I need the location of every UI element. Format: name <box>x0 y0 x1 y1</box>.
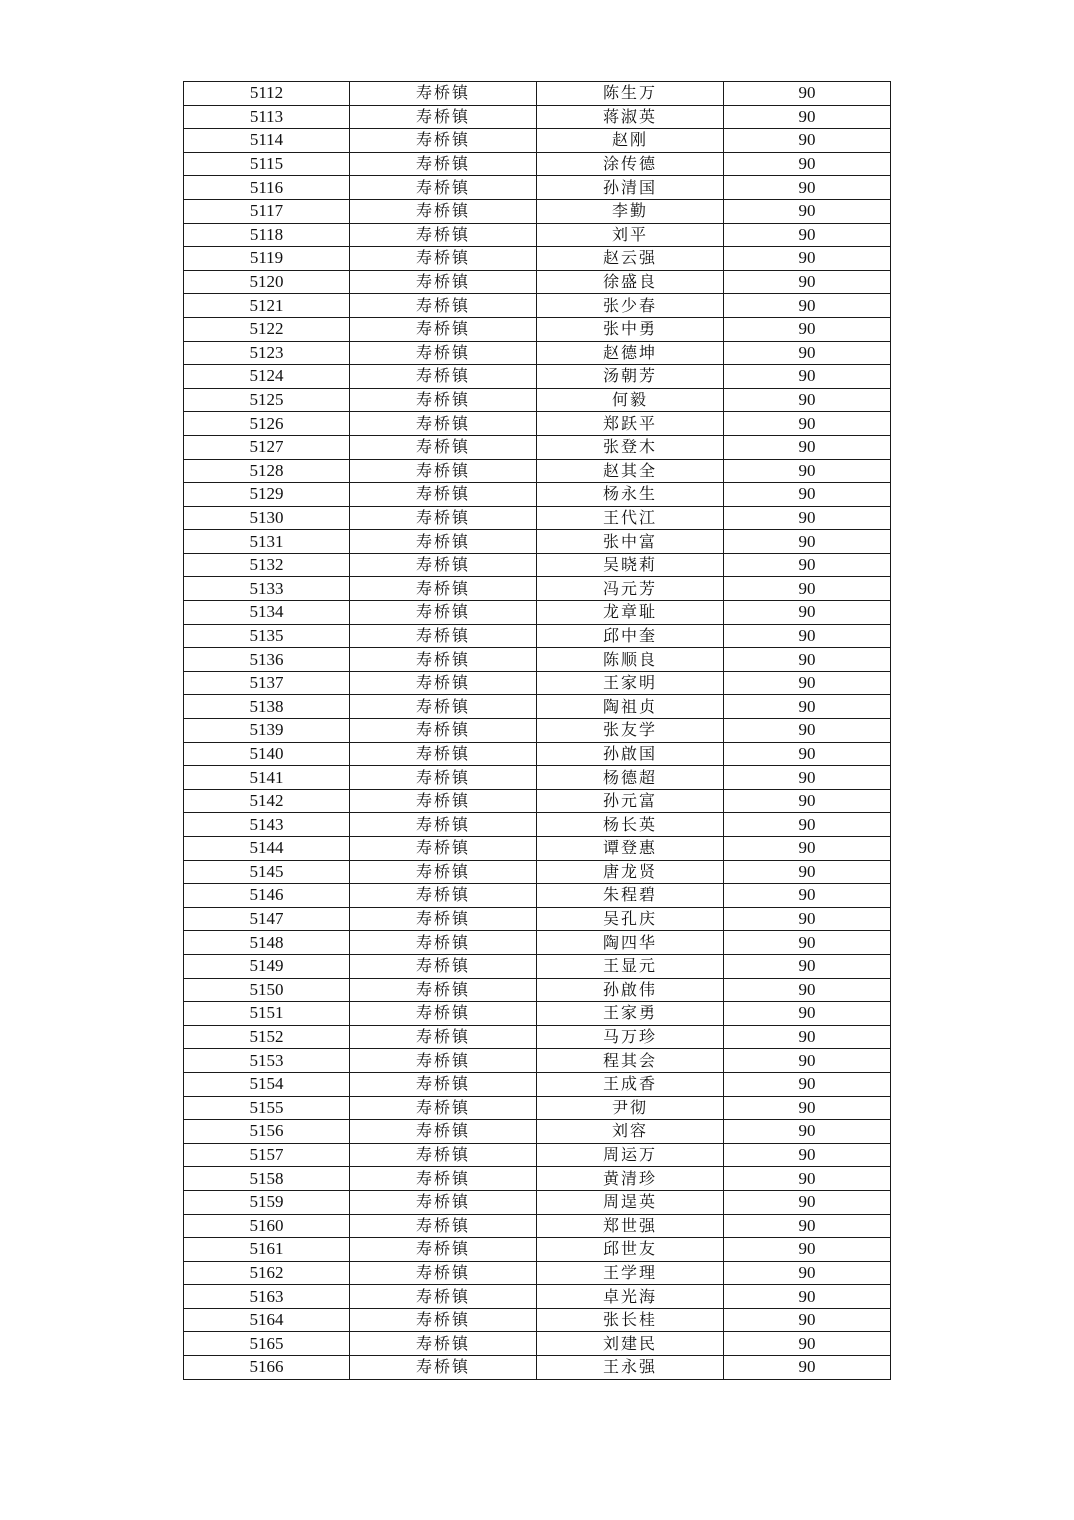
town-cell: 寿桥镇 <box>350 506 537 530</box>
person-name-cell: 郑世强 <box>537 1214 724 1238</box>
person-name-cell: 冯元芳 <box>537 577 724 601</box>
table-row <box>184 294 891 318</box>
town-cell: 寿桥镇 <box>350 1072 537 1096</box>
serial-number-cell: 5157 <box>184 1143 350 1167</box>
person-name-cell: 赵德坤 <box>537 341 724 365</box>
person-name-cell: 王成香 <box>537 1072 724 1096</box>
serial-number-cell: 5150 <box>184 978 350 1002</box>
town-cell: 寿桥镇 <box>350 82 537 106</box>
table-row <box>184 176 891 200</box>
person-name-cell: 李勤 <box>537 199 724 223</box>
table-row <box>184 341 891 365</box>
serial-number-cell: 5138 <box>184 695 350 719</box>
table-row <box>184 459 891 483</box>
town-cell: 寿桥镇 <box>350 176 537 200</box>
town-cell: 寿桥镇 <box>350 1332 537 1356</box>
person-name-cell: 徐盛良 <box>537 270 724 294</box>
score-cell: 90 <box>724 152 891 176</box>
town-cell: 寿桥镇 <box>350 247 537 271</box>
score-cell: 90 <box>724 223 891 247</box>
person-name-cell: 周逞英 <box>537 1190 724 1214</box>
score-cell: 90 <box>724 601 891 625</box>
score-cell: 90 <box>724 907 891 931</box>
score-cell: 90 <box>724 129 891 153</box>
town-cell: 寿桥镇 <box>350 577 537 601</box>
serial-number-cell: 5160 <box>184 1214 350 1238</box>
town-cell: 寿桥镇 <box>350 1190 537 1214</box>
serial-number-cell: 5145 <box>184 860 350 884</box>
score-cell: 90 <box>724 365 891 389</box>
table-row <box>184 860 891 884</box>
table-row <box>184 388 891 412</box>
score-cell: 90 <box>724 105 891 129</box>
person-name-cell: 何毅 <box>537 388 724 412</box>
score-cell: 90 <box>724 435 891 459</box>
town-cell: 寿桥镇 <box>350 1261 537 1285</box>
table-row <box>184 1238 891 1262</box>
person-name-cell: 陶祖贞 <box>537 695 724 719</box>
serial-number-cell: 5129 <box>184 483 350 507</box>
score-cell: 90 <box>724 1096 891 1120</box>
town-cell: 寿桥镇 <box>350 483 537 507</box>
person-name-cell: 汤朝芳 <box>537 365 724 389</box>
person-name-cell: 卓光海 <box>537 1285 724 1309</box>
person-name-cell: 周运万 <box>537 1143 724 1167</box>
person-name-cell: 张少春 <box>537 294 724 318</box>
person-name-cell: 王学理 <box>537 1261 724 1285</box>
table-row <box>184 530 891 554</box>
score-cell: 90 <box>724 1356 891 1380</box>
table-row <box>184 1190 891 1214</box>
serial-number-cell: 5124 <box>184 365 350 389</box>
score-cell: 90 <box>724 1285 891 1309</box>
serial-number-cell: 5152 <box>184 1025 350 1049</box>
serial-number-cell: 5140 <box>184 742 350 766</box>
town-cell: 寿桥镇 <box>350 860 537 884</box>
serial-number-cell: 5122 <box>184 317 350 341</box>
person-name-cell: 吴孔庆 <box>537 907 724 931</box>
table-row <box>184 412 891 436</box>
serial-number-cell: 5162 <box>184 1261 350 1285</box>
serial-number-cell: 5121 <box>184 294 350 318</box>
town-cell: 寿桥镇 <box>350 365 537 389</box>
person-name-cell: 孙清国 <box>537 176 724 200</box>
person-name-cell: 王代江 <box>537 506 724 530</box>
table-row <box>184 1002 891 1026</box>
score-cell: 90 <box>724 82 891 106</box>
score-cell: 90 <box>724 317 891 341</box>
person-name-cell: 刘建民 <box>537 1332 724 1356</box>
person-name-cell: 邱中奎 <box>537 624 724 648</box>
person-name-cell: 赵云强 <box>537 247 724 271</box>
person-name-cell: 邱世友 <box>537 1238 724 1262</box>
serial-number-cell: 5131 <box>184 530 350 554</box>
table-row <box>184 105 891 129</box>
serial-number-cell: 5134 <box>184 601 350 625</box>
table-row <box>184 1096 891 1120</box>
table-row <box>184 1072 891 1096</box>
table-row <box>184 719 891 743</box>
person-name-cell: 马万珍 <box>537 1025 724 1049</box>
serial-number-cell: 5148 <box>184 931 350 955</box>
score-cell: 90 <box>724 1143 891 1167</box>
town-cell: 寿桥镇 <box>350 813 537 837</box>
table-row <box>184 601 891 625</box>
serial-number-cell: 5128 <box>184 459 350 483</box>
person-name-cell: 王永强 <box>537 1356 724 1380</box>
score-cell: 90 <box>724 1308 891 1332</box>
town-cell: 寿桥镇 <box>350 931 537 955</box>
person-name-cell: 涂传德 <box>537 152 724 176</box>
table-row <box>184 1332 891 1356</box>
person-name-cell: 张登木 <box>537 435 724 459</box>
person-name-cell: 吴晓莉 <box>537 553 724 577</box>
serial-number-cell: 5116 <box>184 176 350 200</box>
town-cell: 寿桥镇 <box>350 459 537 483</box>
table-row <box>184 317 891 341</box>
town-cell: 寿桥镇 <box>350 1025 537 1049</box>
serial-number-cell: 5146 <box>184 884 350 908</box>
score-cell: 90 <box>724 483 891 507</box>
table-row <box>184 789 891 813</box>
table-row <box>184 577 891 601</box>
person-name-cell: 刘平 <box>537 223 724 247</box>
town-cell: 寿桥镇 <box>350 624 537 648</box>
person-name-cell: 王家明 <box>537 671 724 695</box>
person-name-cell: 孙元富 <box>537 789 724 813</box>
table-row <box>184 766 891 790</box>
town-cell: 寿桥镇 <box>350 601 537 625</box>
serial-number-cell: 5115 <box>184 152 350 176</box>
table-row <box>184 199 891 223</box>
serial-number-cell: 5144 <box>184 837 350 861</box>
score-cell: 90 <box>724 176 891 200</box>
table-row <box>184 1261 891 1285</box>
person-name-cell: 赵刚 <box>537 129 724 153</box>
score-cell: 90 <box>724 1214 891 1238</box>
table-row <box>184 1025 891 1049</box>
table-row <box>184 1143 891 1167</box>
score-cell: 90 <box>724 719 891 743</box>
town-cell: 寿桥镇 <box>350 1096 537 1120</box>
score-cell: 90 <box>724 1332 891 1356</box>
town-cell: 寿桥镇 <box>350 1285 537 1309</box>
serial-number-cell: 5133 <box>184 577 350 601</box>
table-row <box>184 954 891 978</box>
table-row <box>184 1167 891 1191</box>
score-cell: 90 <box>724 695 891 719</box>
table-row <box>184 247 891 271</box>
town-cell: 寿桥镇 <box>350 978 537 1002</box>
table-row <box>184 695 891 719</box>
town-cell: 寿桥镇 <box>350 1308 537 1332</box>
serial-number-cell: 5126 <box>184 412 350 436</box>
serial-number-cell: 5164 <box>184 1308 350 1332</box>
person-name-cell: 陈顺良 <box>537 648 724 672</box>
town-cell: 寿桥镇 <box>350 1356 537 1380</box>
score-cell: 90 <box>724 341 891 365</box>
score-cell: 90 <box>724 837 891 861</box>
town-cell: 寿桥镇 <box>350 1167 537 1191</box>
score-cell: 90 <box>724 247 891 271</box>
table-row <box>184 152 891 176</box>
table-row <box>184 129 891 153</box>
serial-number-cell: 5147 <box>184 907 350 931</box>
score-cell: 90 <box>724 624 891 648</box>
table-row <box>184 1214 891 1238</box>
town-cell: 寿桥镇 <box>350 1002 537 1026</box>
serial-number-cell: 5117 <box>184 199 350 223</box>
person-name-cell: 杨德超 <box>537 766 724 790</box>
table-row <box>184 553 891 577</box>
serial-number-cell: 5153 <box>184 1049 350 1073</box>
table-row <box>184 223 891 247</box>
serial-number-cell: 5139 <box>184 719 350 743</box>
score-cell: 90 <box>724 1261 891 1285</box>
serial-number-cell: 5123 <box>184 341 350 365</box>
person-name-cell: 陶四华 <box>537 931 724 955</box>
score-cell: 90 <box>724 459 891 483</box>
serial-number-cell: 5132 <box>184 553 350 577</box>
town-cell: 寿桥镇 <box>350 884 537 908</box>
serial-number-cell: 5114 <box>184 129 350 153</box>
table-row <box>184 931 891 955</box>
serial-number-cell: 5154 <box>184 1072 350 1096</box>
serial-number-cell: 5112 <box>184 82 350 106</box>
serial-number-cell: 5151 <box>184 1002 350 1026</box>
table-row <box>184 270 891 294</box>
serial-number-cell: 5158 <box>184 1167 350 1191</box>
person-name-cell: 赵其全 <box>537 459 724 483</box>
town-cell: 寿桥镇 <box>350 719 537 743</box>
town-cell: 寿桥镇 <box>350 907 537 931</box>
score-cell: 90 <box>724 860 891 884</box>
person-name-cell: 杨长英 <box>537 813 724 837</box>
town-cell: 寿桥镇 <box>350 199 537 223</box>
person-name-cell: 刘容 <box>537 1120 724 1144</box>
town-cell: 寿桥镇 <box>350 1120 537 1144</box>
score-cell: 90 <box>724 766 891 790</box>
town-cell: 寿桥镇 <box>350 412 537 436</box>
serial-number-cell: 5142 <box>184 789 350 813</box>
score-cell: 90 <box>724 1072 891 1096</box>
town-cell: 寿桥镇 <box>350 223 537 247</box>
town-cell: 寿桥镇 <box>350 789 537 813</box>
serial-number-cell: 5135 <box>184 624 350 648</box>
table-row <box>184 506 891 530</box>
town-cell: 寿桥镇 <box>350 837 537 861</box>
score-cell: 90 <box>724 1190 891 1214</box>
score-cell: 90 <box>724 742 891 766</box>
score-cell: 90 <box>724 978 891 1002</box>
table-row <box>184 1356 891 1380</box>
serial-number-cell: 5143 <box>184 813 350 837</box>
table-row <box>184 907 891 931</box>
town-cell: 寿桥镇 <box>350 129 537 153</box>
town-cell: 寿桥镇 <box>350 766 537 790</box>
score-cell: 90 <box>724 388 891 412</box>
town-cell: 寿桥镇 <box>350 317 537 341</box>
serial-number-cell: 5156 <box>184 1120 350 1144</box>
serial-number-cell: 5163 <box>184 1285 350 1309</box>
town-cell: 寿桥镇 <box>350 648 537 672</box>
table-row <box>184 1308 891 1332</box>
serial-number-cell: 5166 <box>184 1356 350 1380</box>
serial-number-cell: 5137 <box>184 671 350 695</box>
serial-number-cell: 5130 <box>184 506 350 530</box>
person-name-cell: 朱程碧 <box>537 884 724 908</box>
serial-number-cell: 5125 <box>184 388 350 412</box>
table-row <box>184 978 891 1002</box>
serial-number-cell: 5119 <box>184 247 350 271</box>
table-row <box>184 82 891 106</box>
person-name-cell: 陈生万 <box>537 82 724 106</box>
person-name-cell: 孙啟伟 <box>537 978 724 1002</box>
table-row <box>184 837 891 861</box>
serial-number-cell: 5118 <box>184 223 350 247</box>
score-cell: 90 <box>724 1002 891 1026</box>
table-row <box>184 742 891 766</box>
town-cell: 寿桥镇 <box>350 742 537 766</box>
table-row <box>184 365 891 389</box>
roster-table-body <box>184 82 891 1380</box>
person-name-cell: 张长桂 <box>537 1308 724 1332</box>
score-cell: 90 <box>724 1025 891 1049</box>
score-cell: 90 <box>724 530 891 554</box>
person-name-cell: 蒋淑英 <box>537 105 724 129</box>
person-name-cell: 尹彻 <box>537 1096 724 1120</box>
person-name-cell: 谭登惠 <box>537 837 724 861</box>
town-cell: 寿桥镇 <box>350 435 537 459</box>
score-cell: 90 <box>724 1120 891 1144</box>
town-cell: 寿桥镇 <box>350 671 537 695</box>
town-cell: 寿桥镇 <box>350 341 537 365</box>
score-cell: 90 <box>724 1238 891 1262</box>
score-cell: 90 <box>724 1049 891 1073</box>
table-row <box>184 671 891 695</box>
score-cell: 90 <box>724 199 891 223</box>
person-name-cell: 王显元 <box>537 954 724 978</box>
serial-number-cell: 5165 <box>184 1332 350 1356</box>
person-name-cell: 程其会 <box>537 1049 724 1073</box>
person-name-cell: 唐龙贤 <box>537 860 724 884</box>
person-name-cell: 杨永生 <box>537 483 724 507</box>
serial-number-cell: 5127 <box>184 435 350 459</box>
town-cell: 寿桥镇 <box>350 553 537 577</box>
town-cell: 寿桥镇 <box>350 152 537 176</box>
serial-number-cell: 5159 <box>184 1190 350 1214</box>
town-cell: 寿桥镇 <box>350 954 537 978</box>
score-cell: 90 <box>724 553 891 577</box>
person-name-cell: 张中富 <box>537 530 724 554</box>
town-cell: 寿桥镇 <box>350 1143 537 1167</box>
town-cell: 寿桥镇 <box>350 105 537 129</box>
serial-number-cell: 5161 <box>184 1238 350 1262</box>
table-row <box>184 1120 891 1144</box>
score-cell: 90 <box>724 577 891 601</box>
roster-table <box>183 81 891 1380</box>
score-cell: 90 <box>724 954 891 978</box>
table-row <box>184 435 891 459</box>
table-row <box>184 648 891 672</box>
serial-number-cell: 5155 <box>184 1096 350 1120</box>
score-cell: 90 <box>724 270 891 294</box>
score-cell: 90 <box>724 813 891 837</box>
town-cell: 寿桥镇 <box>350 530 537 554</box>
score-cell: 90 <box>724 671 891 695</box>
town-cell: 寿桥镇 <box>350 270 537 294</box>
person-name-cell: 黄清珍 <box>537 1167 724 1191</box>
town-cell: 寿桥镇 <box>350 1214 537 1238</box>
score-cell: 90 <box>724 931 891 955</box>
table-row <box>184 813 891 837</box>
table-row <box>184 624 891 648</box>
table-row <box>184 483 891 507</box>
town-cell: 寿桥镇 <box>350 294 537 318</box>
table-row <box>184 1285 891 1309</box>
serial-number-cell: 5149 <box>184 954 350 978</box>
town-cell: 寿桥镇 <box>350 388 537 412</box>
score-cell: 90 <box>724 506 891 530</box>
town-cell: 寿桥镇 <box>350 695 537 719</box>
table-row <box>184 884 891 908</box>
table-row <box>184 1049 891 1073</box>
score-cell: 90 <box>724 884 891 908</box>
person-name-cell: 龙章耻 <box>537 601 724 625</box>
person-name-cell: 王家勇 <box>537 1002 724 1026</box>
serial-number-cell: 5113 <box>184 105 350 129</box>
serial-number-cell: 5120 <box>184 270 350 294</box>
person-name-cell: 张友学 <box>537 719 724 743</box>
score-cell: 90 <box>724 648 891 672</box>
score-cell: 90 <box>724 789 891 813</box>
person-name-cell: 郑跃平 <box>537 412 724 436</box>
person-name-cell: 孙啟国 <box>537 742 724 766</box>
score-cell: 90 <box>724 1167 891 1191</box>
town-cell: 寿桥镇 <box>350 1049 537 1073</box>
score-cell: 90 <box>724 294 891 318</box>
town-cell: 寿桥镇 <box>350 1238 537 1262</box>
serial-number-cell: 5136 <box>184 648 350 672</box>
score-cell: 90 <box>724 412 891 436</box>
serial-number-cell: 5141 <box>184 766 350 790</box>
person-name-cell: 张中勇 <box>537 317 724 341</box>
